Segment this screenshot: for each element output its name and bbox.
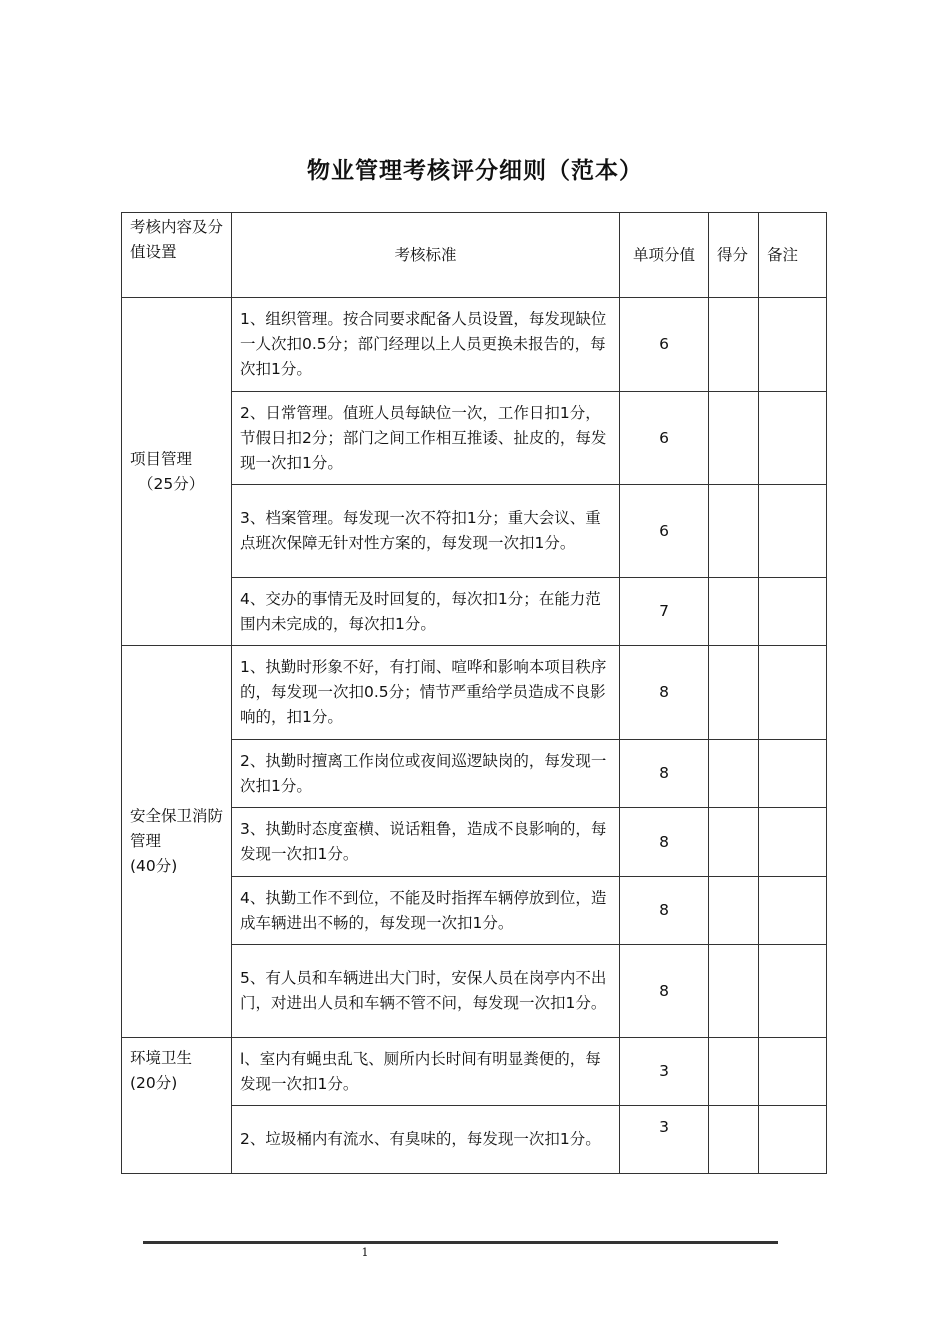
score-cell: 6 (620, 392, 709, 485)
footer-rule (143, 1241, 778, 1244)
note-cell[interactable] (759, 485, 827, 578)
table-row (122, 1038, 827, 1106)
got-score-cell[interactable] (709, 877, 759, 945)
standard-cell: l、室内有蝇虫乱飞、厕所内长时间有明显粪便的，每发现一次扣1分。 (232, 1038, 620, 1106)
standard-cell: 1、组织管理。按合同要求配备人员设置，每发现缺位一人次扣0.5分；部门经理以上人员更换未报告的，每次扣1分。 (232, 298, 620, 392)
note-cell[interactable] (759, 298, 827, 392)
score-cell: 8 (620, 740, 709, 808)
category-label: （25分） (138, 474, 205, 493)
header-standard: 考核标准 (232, 213, 620, 298)
document-title: 物业管理考核评分细则（范本） (307, 158, 643, 184)
category-label: 安全保卫消防管理 (130, 807, 224, 850)
header-category: 考核内容及分值设置 (122, 213, 232, 298)
note-cell[interactable] (759, 808, 827, 877)
standard-cell: 2、日常管理。值班人员每缺位一次，工作日扣1分，节假日扣2分；部门之间工作相互推诿、扯皮的，每发现一次扣1分。 (232, 392, 620, 485)
score-cell: 3 (620, 1038, 709, 1106)
note-cell[interactable] (759, 1106, 827, 1174)
score-cell: 6 (620, 485, 709, 578)
header-note: 备注 (759, 213, 827, 298)
standard-cell: 5、有人员和车辆进出大门时，安保人员在岗亭内不出门，对进出人员和车辆不管不问，每发现一次扣1分。 (232, 945, 620, 1038)
header-got: 得分 (709, 213, 759, 298)
standard-cell: 4、交办的事情无及时回复的，每次扣1分；在能力范围内未完成的，每次扣1分。 (232, 578, 620, 646)
score-cell: 7 (620, 578, 709, 646)
category-label: (40分) (130, 857, 178, 875)
score-cell: 8 (620, 945, 709, 1038)
standard-cell: 3、档案管理。每发现一次不符扣1分；重大会议、重点班次保障无针对性方案的，每发现一次扣1分。 (232, 485, 620, 578)
standard-cell: 2、垃圾桶内有流水、有臭味的，每发现一次扣1分。 (232, 1106, 620, 1174)
standard-cell: 1、执勤时形象不好，有打闹、喧哗和影响本项目秩序的，每发现一次扣0.5分；情节严重给学员造成不良影响的，扣1分。 (232, 646, 620, 740)
score-cell: 8 (620, 808, 709, 877)
category-label: (20分) (130, 1074, 178, 1092)
category-label: 环境卫生 (130, 1049, 193, 1067)
score-cell: 6 (620, 298, 709, 392)
standard-cell: 4、执勤工作不到位，不能及时指挥车辆停放到位，造成车辆进出不畅的，每发现一次扣1分。 (232, 877, 620, 945)
note-cell[interactable] (759, 392, 827, 485)
got-score-cell[interactable] (709, 392, 759, 485)
category-label: 项目管理 (130, 449, 193, 468)
note-cell[interactable] (759, 646, 827, 740)
scoring-table (121, 212, 827, 1174)
got-score-cell[interactable] (709, 740, 759, 808)
got-score-cell[interactable] (709, 808, 759, 877)
page-number: 1 (361, 1246, 369, 1259)
note-cell[interactable] (759, 1038, 827, 1106)
got-score-cell[interactable] (709, 1038, 759, 1106)
header-score: 单项分值 (620, 213, 709, 298)
got-score-cell[interactable] (709, 945, 759, 1038)
got-score-cell[interactable] (709, 485, 759, 578)
score-cell: 8 (620, 877, 709, 945)
category-cell (122, 298, 232, 646)
note-cell[interactable] (759, 877, 827, 945)
category-cell (122, 1038, 232, 1174)
score-cell: 3 (620, 1106, 709, 1174)
score-cell: 8 (620, 646, 709, 740)
got-score-cell[interactable] (709, 578, 759, 646)
table-row (122, 298, 827, 392)
got-score-cell[interactable] (709, 298, 759, 392)
table-header-row (122, 213, 827, 298)
standard-cell: 2、执勤时擅离工作岗位或夜间巡逻缺岗的，每发现一次扣1分。 (232, 740, 620, 808)
standard-cell: 3、执勤时态度蛮横、说话粗鲁，造成不良影响的，每发现一次扣1分。 (232, 808, 620, 877)
got-score-cell[interactable] (709, 646, 759, 740)
note-cell[interactable] (759, 945, 827, 1038)
table-row (122, 646, 827, 740)
note-cell[interactable] (759, 578, 827, 646)
note-cell[interactable] (759, 740, 827, 808)
got-score-cell[interactable] (709, 1106, 759, 1174)
category-cell (122, 646, 232, 1038)
